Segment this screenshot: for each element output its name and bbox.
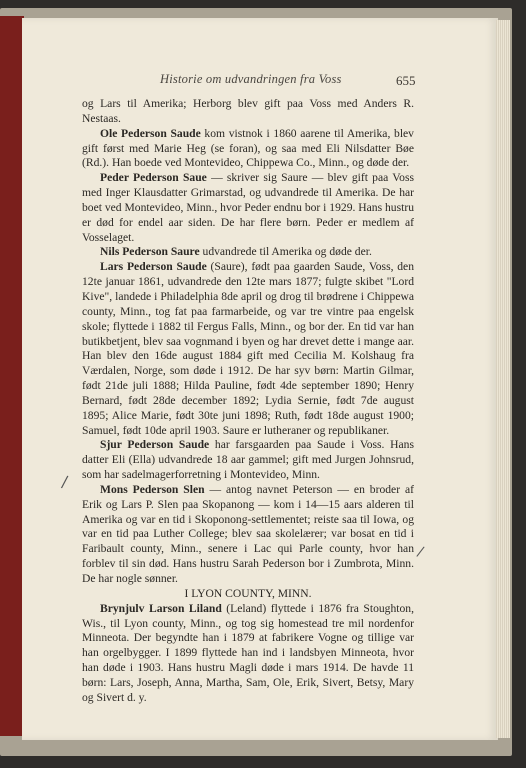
entry-lars	[82, 260, 414, 438]
entry-name: Mons Pederson Slen	[100, 482, 205, 496]
section-heading: I LYON COUNTY, MINN.	[184, 586, 312, 600]
entry-text: — antog navnet Peterson — en broder af Erik og Lars P. Slen paa Skopanong — kom i 14—15 aars alderen til Amerika og var en tid i Skoponong-settlementet; reiste saa til Iowa, og var en tid paa Luther College; blev saa skolelærer; var bosat en tid i Faribault county, Minn., senere i Lac qui Parle county, hvor han forblev til sin død. Hans hustru Sarah Pederson bor i Zumbrota, Minn. De har nogle sønner.	[82, 482, 415, 585]
paragraph-continuation: og Lars til Amerika; Herborg blev gift paa Voss med Anders R. Nestaas.	[82, 97, 414, 125]
entry-name: Ole Pederson Saude	[100, 126, 201, 140]
page-edges	[496, 20, 510, 738]
entry-text: kom vistnok i 1860 aarene til Amerika, blev gift først med Marie Heg (se foran), og saa med Eli Nilsdatter Bøe (Rd.). Han boede ved Montevideo, Chippewa Co., Minn., og døde der.	[82, 126, 414, 170]
running-header: Historie om udvandringen fra Voss	[160, 72, 342, 86]
entry-name: Nils Pederson Saure	[100, 245, 200, 259]
page-body	[82, 97, 414, 706]
entry-text: — skriver sig Saure — blev gift paa Voss med Inger Klausdatter Grimarstad, og udvandrede til Amerika. De har boet ved Montevideo, Minn., hvor Peder endnu bor i 1929. Hans hustru er død for endel aar siden. De har flere børn. Peder er medlem af Vosselaget.	[82, 171, 414, 244]
entry-text: udvandrede til Amerika og døde der.	[199, 245, 372, 259]
pencil-mark-left: /	[60, 471, 69, 492]
entry-nils	[82, 245, 414, 260]
entry-text: (Leland) flyttede i 1876 fra Stoughton, Wis., til Lyon county, Minn., og tog sig homestead tre mil nordenfor Minneota. Der begyndte han i 1879 at fabrikere Vogne og tillige var han orgelbygger. I 1899 flyttede han ind i landsbyen Minneota, hvor han døde i 1903. Hans hustru Magli døde i mars 1914. De havde 11 børn: Lars, Joseph, Anna, Martha, Sam, Ole, Erik, Sivert, Betsy, Mary og Sivert d. y.	[82, 601, 414, 704]
entry-name: Brynjulv Larson Liland	[100, 601, 222, 615]
entry-text: har farsgaarden paa Saude i Voss. Hans datter Eli (Ella) udvandrede 18 aar gammel; gift med Jurgen Johnsrud, som har sadelmagerforretning i Montevideo, Minn.	[82, 438, 414, 482]
entry-mons	[82, 483, 414, 587]
entry-name: Peder Pederson Saue	[100, 171, 207, 185]
binding-edge	[0, 16, 24, 736]
page-number: 655	[396, 73, 416, 88]
entry-peder	[82, 171, 414, 245]
entry-ole	[82, 127, 414, 172]
entry-name: Lars Pederson Saude	[100, 260, 207, 274]
entry-sjur	[82, 438, 414, 483]
entry-brynjulv	[82, 602, 414, 706]
entry-name: Sjur Pederson Saude	[100, 438, 210, 452]
pencil-mark-right: /	[415, 543, 426, 561]
entry-text: (Saure), født paa gaarden Saude, Voss, den 12te januar 1861, udvandrede den 12te mars 1877; fulgte skibet "Lord Kive", landede i Philadelphia 8de april og drog til brødrene i Chippewa county, Minn., tog fat paa farmarbeide, og var tre vintre paa engelsk skole; flyttede i 1882 til Fergus Falls, Minn., og bor der. En tid var han butikbetjent, blev saa vognmand i byen og har drevet dette i mange aar. Han blev den 16de august 1884 gift med Cecilia M. Kolshaug fra Værdalen, Norge, som døde i 1912. De har syv børn: Martin Gilmar, født 21de juli 1888; Hilda Pauline, født 4de september 1890; Henry Bernard, født 28de december 1892; Lydia Sernie, født 7de august 1895; Alice Marie, født 30te juni 1898; Ruth, født 18de august 1900; Samuel, født 10de april 1903. Saure er lutheraner og republikaner.	[82, 260, 414, 437]
